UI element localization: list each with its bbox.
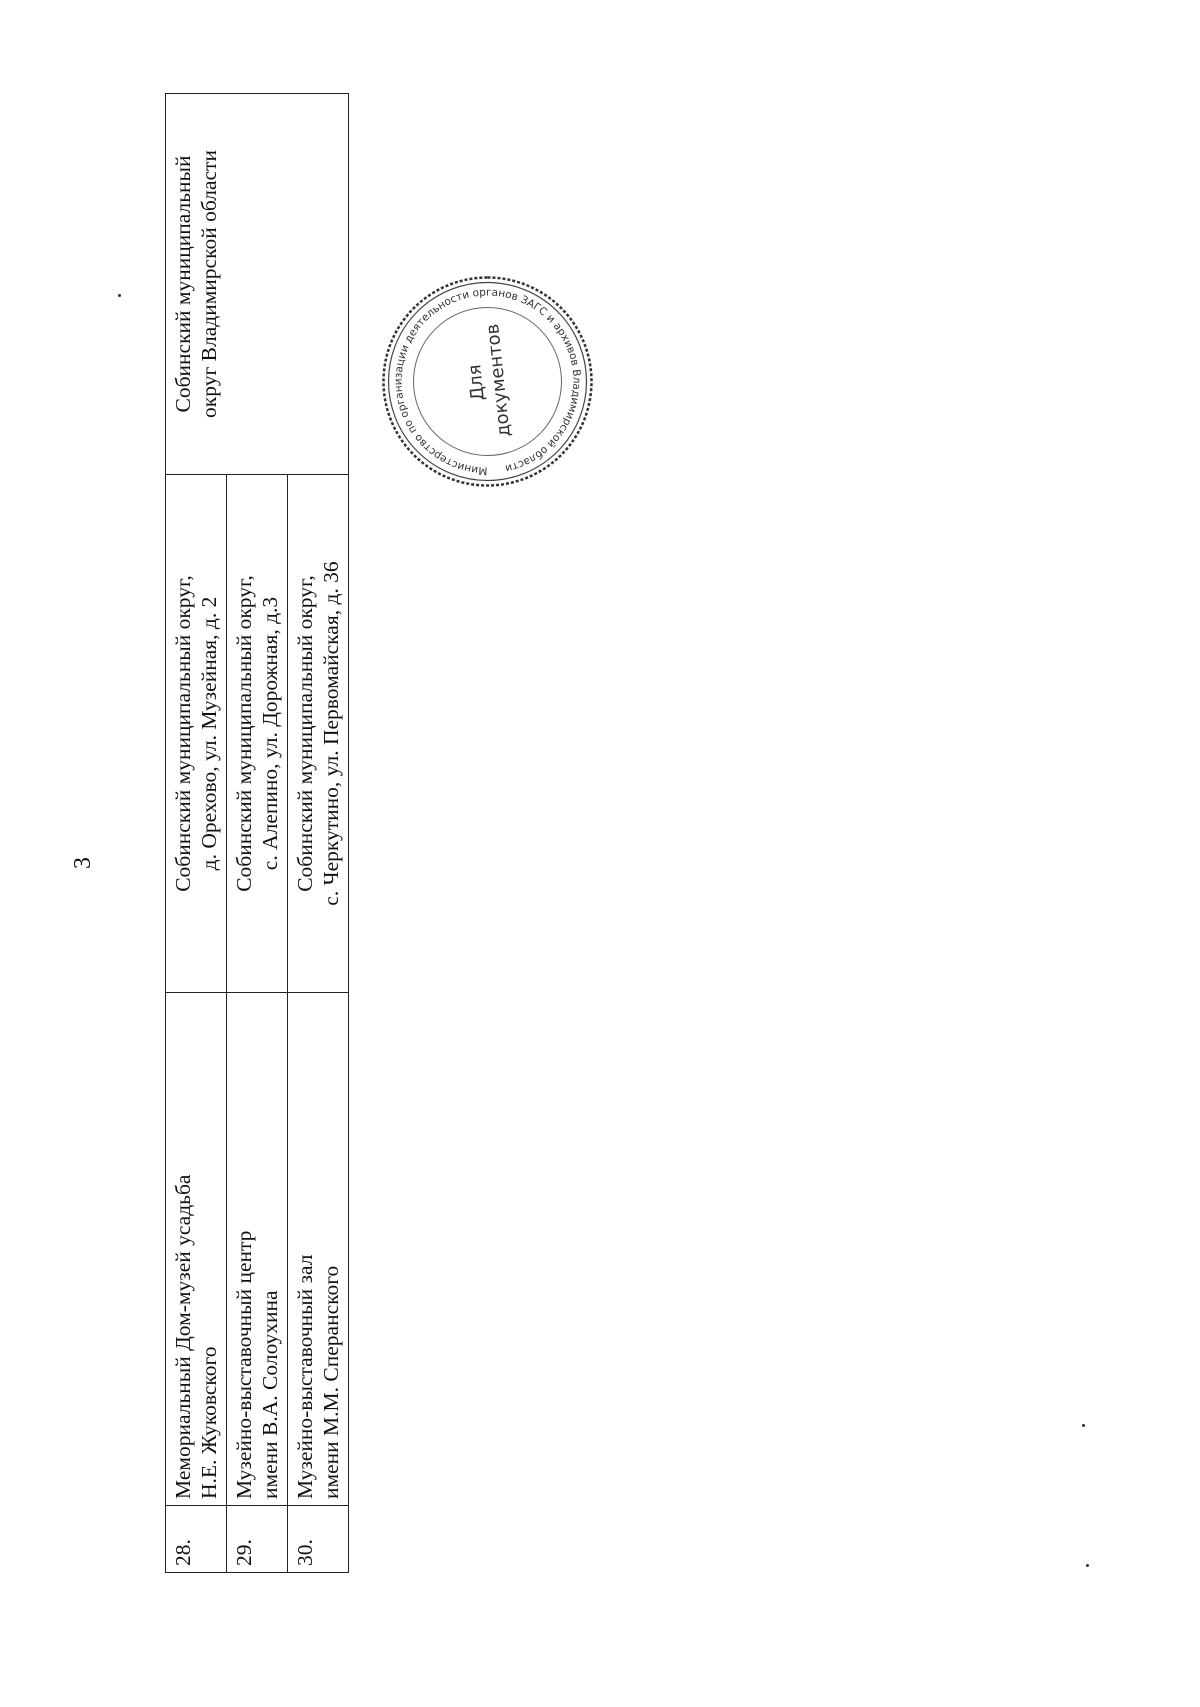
museum-table <box>165 93 349 1573</box>
museum-name-line: имени М.М. Сперанского <box>319 1265 343 1499</box>
address-line: д. Орехово, ул. Музейная, д. 2 <box>197 596 221 871</box>
address-line: с. Черкутино, ул. Первомайская, д. 36 <box>319 561 343 906</box>
official-stamp <box>380 274 595 489</box>
address-line: Собинский муниципальный округ, <box>293 575 317 892</box>
stamp-center-text <box>369 263 605 499</box>
district-line: округ Владимирской области <box>197 150 221 418</box>
scan-speck <box>118 294 121 297</box>
stamp-ring-textpath: Министерство по организации деятельности органов ЗАГС и архивов Владимирской области <box>392 286 583 477</box>
scan-speck <box>1082 1424 1085 1427</box>
museum-name-line: имени В.А. Солоухина <box>258 1290 282 1499</box>
museum-name-line: Музейно-выставочный зал <box>293 1254 317 1499</box>
district-cell <box>166 94 349 475</box>
museum-name-line: Н.Е. Жуковского <box>197 1346 221 1499</box>
address-line: Собинский муниципальный округ, <box>232 575 256 892</box>
district-line: Собинский муниципальный <box>171 155 195 413</box>
museum-address <box>227 475 288 993</box>
scan-speck <box>1086 1564 1089 1567</box>
table-row <box>166 94 227 1573</box>
address-line: Собинский муниципальный округ, <box>171 575 195 892</box>
museum-address <box>288 475 349 993</box>
museum-name-line: Музейно-выставочный центр <box>232 1230 256 1499</box>
museum-address <box>166 475 227 993</box>
row-number: 29. <box>227 1506 288 1573</box>
museum-name-line: Мемориальный Дом-музей усадьба <box>171 1174 195 1499</box>
stamp-center-line: Для <box>463 363 489 402</box>
row-number: 28. <box>166 1506 227 1573</box>
museum-name <box>288 993 349 1506</box>
address-line: с. Алепино, ул. Дорожная, д.3 <box>258 596 282 871</box>
museum-name <box>166 993 227 1506</box>
museum-name <box>227 993 288 1506</box>
page-number: 3 <box>70 857 96 869</box>
stamp-center-line: документов <box>481 322 515 438</box>
row-number: 30. <box>288 1506 349 1573</box>
